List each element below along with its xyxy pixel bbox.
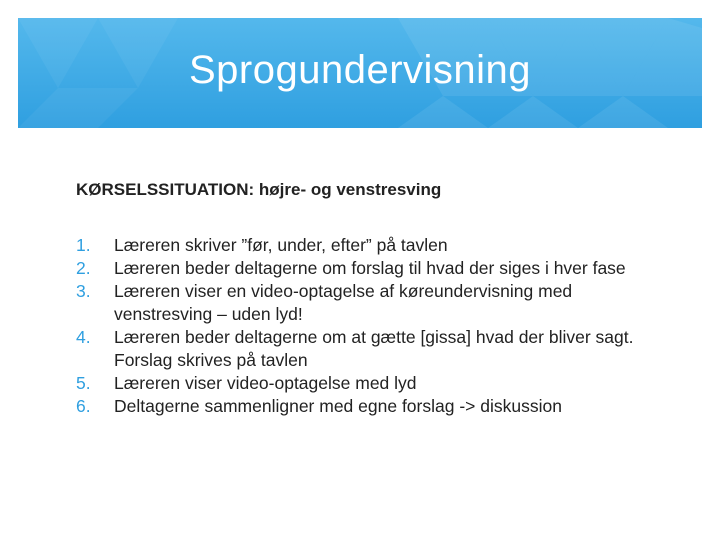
list-text: Læreren beder deltagerne om forslag til hvad der siges i hver fase: [114, 258, 626, 278]
list-item: [76, 395, 666, 418]
list-text: Læreren beder deltagerne om at gætte [gissa] hvad der bliver sagt. Forslag skrives på tavlen: [114, 327, 634, 370]
steps-list: [76, 234, 666, 418]
list-text: Læreren viser video-optagelse med lyd: [114, 373, 417, 393]
list-text: Læreren skriver ”før, under, efter” på tavlen: [114, 235, 448, 255]
list-number: 2.: [76, 258, 91, 278]
list-text: Læreren viser en video-optagelse af køreundervisning med venstresving – uden lyd!: [114, 281, 573, 324]
list-text: Deltagerne sammenligner med egne forslag -> diskussion: [114, 396, 562, 416]
list-number: 6.: [76, 396, 91, 416]
slide-title: Sprogundervisning: [188, 48, 532, 92]
list-number: 1.: [76, 235, 91, 255]
list-item: [76, 280, 666, 326]
list-number: 4.: [76, 327, 91, 347]
list-item: [76, 326, 666, 372]
list-number: 3.: [76, 281, 91, 301]
list-item: [76, 257, 666, 280]
list-number: 5.: [76, 373, 91, 393]
title-bar: [18, 18, 702, 128]
list-item: [76, 372, 666, 395]
slide-subtitle: KØRSELSSITUATION: højre- og venstresving: [76, 180, 442, 199]
list-item: [76, 234, 666, 257]
